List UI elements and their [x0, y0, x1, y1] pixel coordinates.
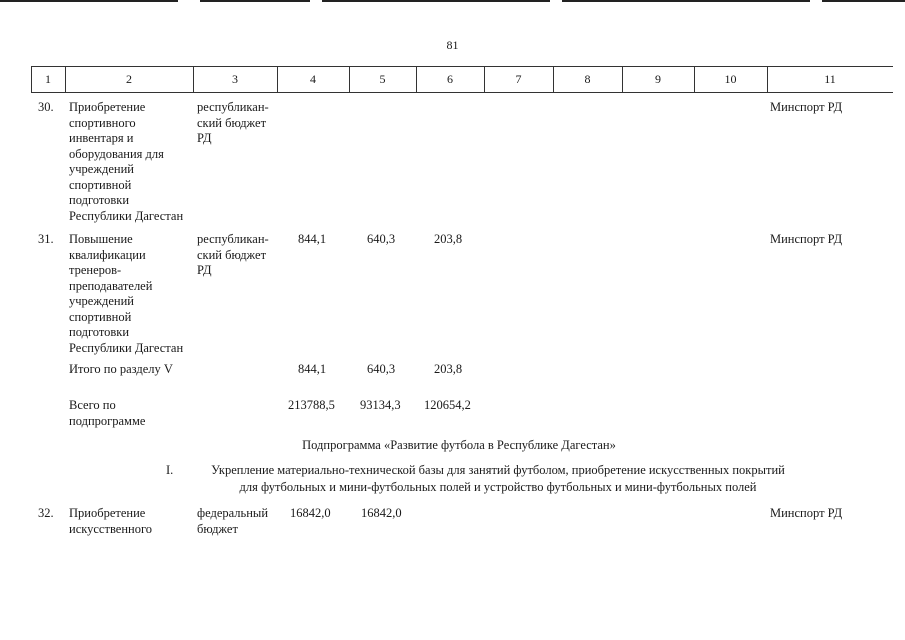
section-total-label: Итого по разделу V [69, 362, 173, 376]
header-cell-1: 1 [45, 72, 51, 86]
header-cell-9: 9 [655, 72, 661, 86]
row-col5: 640,3 [367, 232, 396, 246]
row-source: федеральный бюджет [197, 506, 269, 536]
row-total: 16842,0 [290, 506, 331, 520]
row-executor: Минспорт РД [770, 506, 843, 520]
top-edge-line [200, 0, 310, 2]
row-number: 31. [38, 232, 54, 246]
row-source: республикан- ский бюджет РД [197, 232, 269, 277]
header-cell-10: 10 [724, 72, 737, 86]
row-name: Повышение квалификации тренеров- преподавателей учреждений спортивной подготовки Республики Дагестан [69, 232, 184, 355]
row-col5: 16842,0 [361, 506, 402, 520]
row-executor: Минспорт РД [770, 232, 843, 246]
section-heading-line1: Укрепление материально-технической базы для занятий футболом, приобретение искусственных покрытий [211, 463, 785, 477]
row-name: Приобретение искусственного [69, 506, 153, 536]
top-edge-line [0, 0, 178, 2]
subprogram-title: Подпрограмма «Развитие футбола в Республике Дагестан» [302, 438, 616, 452]
section-numeral: I. [166, 463, 174, 477]
program-total-label: Всего по подпрограмме [69, 398, 146, 428]
program-total-col6: 120654,2 [424, 398, 471, 412]
top-edge-line [562, 0, 810, 2]
program-total-value: 213788,5 [288, 398, 335, 412]
top-edge-line [322, 0, 550, 2]
header-cell-6: 6 [447, 72, 453, 86]
section-total-value: 844,1 [298, 362, 327, 376]
header-cell-5: 5 [379, 72, 386, 86]
row-source: республикан- ский бюджет РД [197, 100, 269, 145]
program-total-col5: 93134,3 [360, 398, 401, 412]
row-number: 30. [38, 100, 54, 114]
row-number: 32. [38, 506, 54, 520]
header-cell-3: 3 [232, 72, 238, 86]
header-cell-11: 11 [824, 72, 836, 86]
row-total: 844,1 [298, 232, 327, 246]
row-col6: 203,8 [434, 232, 463, 246]
top-edge-line [822, 0, 905, 2]
section-heading-line2: для футбольных и мини-футбольных полей и устройство футбольных и мини-футбольных полей [239, 480, 757, 494]
page-number: 81 [446, 38, 459, 52]
header-cell-2: 2 [126, 72, 132, 86]
header-cell-7: 7 [515, 72, 522, 86]
header-cell-4: 4 [310, 72, 316, 86]
row-executor: Минспорт РД [770, 100, 843, 114]
section-total-col6: 203,8 [434, 362, 463, 376]
row-name: Приобретение спортивного инвентаря и оборудования для учреждений спортивной подготовки Республики Дагестан [69, 100, 184, 223]
section-total-col5: 640,3 [367, 362, 396, 376]
header-cell-8: 8 [584, 72, 591, 86]
